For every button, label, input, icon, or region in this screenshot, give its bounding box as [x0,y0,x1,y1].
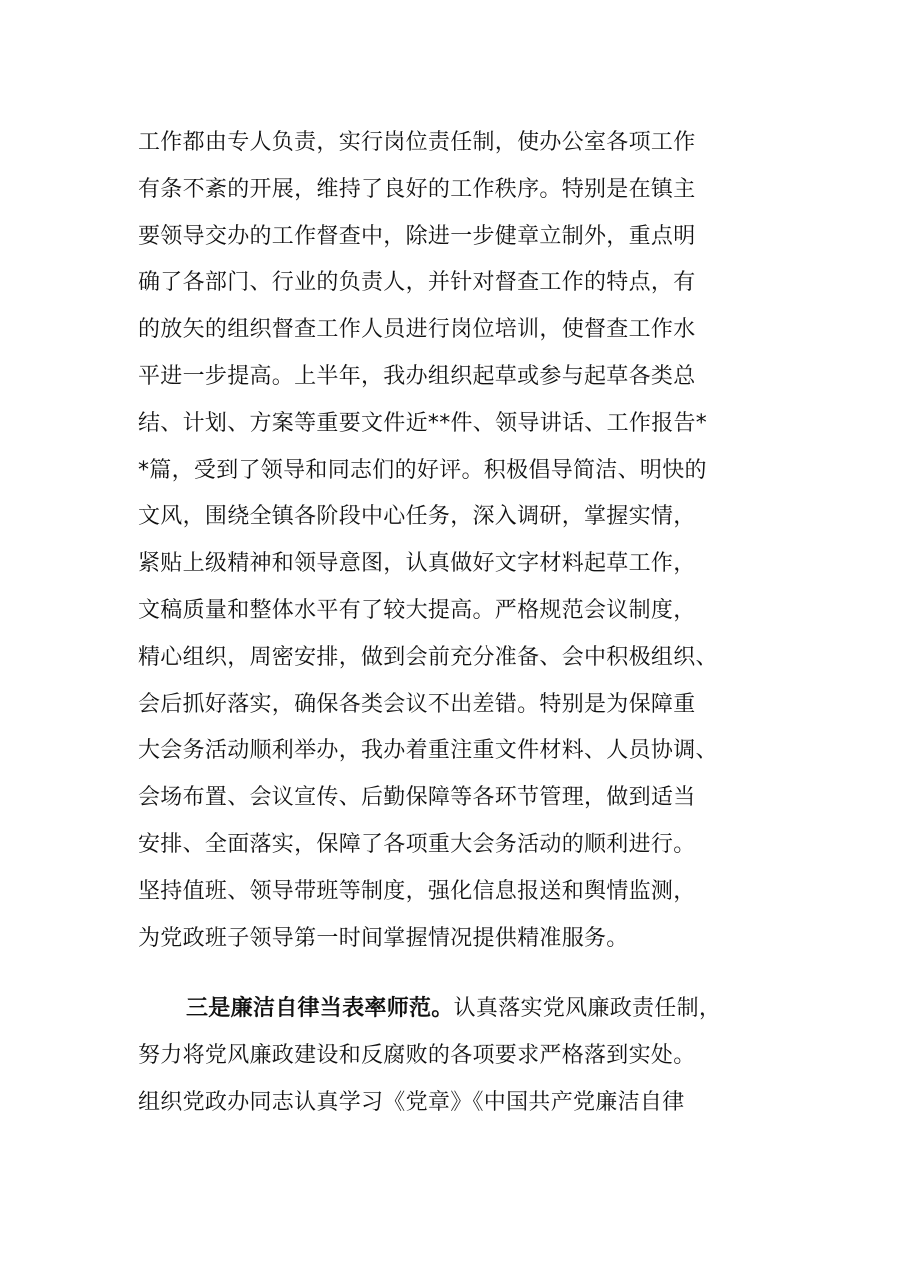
text-line: *篇，受到了领导和同志们的好评。积极倡导简洁、明快的 [138,457,707,483]
text-line: 要领导交办的工作督查中，除进一步健章立制外，重点明 [138,223,696,249]
text-line: 确了各部门、行业的负责人，并针对督查工作的特点，有 [138,270,696,296]
text-line: 的放矢的组织督查工作人员进行岗位培训，使督查工作水 [138,317,696,343]
text-line: 安排、全面落实，保障了各项重大会务活动的顺利进行。 [138,831,696,857]
text-line: 会场布置、会议宣传、后勤保障等各环节管理，做到适当 [138,785,696,811]
text-line: 努力将党风廉政建设和反腐败的各项要求严格落到实处。 [138,1042,696,1068]
text-line: 精心组织，周密安排，做到会前充分准备、会中积极组织、 [138,644,718,670]
text-line: 紧贴上级精神和领导意图，认真做好文字材料起草工作， [138,551,696,577]
text-line: 为党政班子领导第一时间掌握情况提供精准服务。 [138,925,629,951]
text-line: 大会务活动顺利举办，我办着重注重文件材料、人员协调、 [138,738,718,764]
paragraph-integrity [138,986,778,1126]
text-line: 工作都由专人负责，实行岗位责任制，使办公室各项工作 [138,130,696,155]
text-line: 结、计划、方案等重要文件近**件、领导讲话、工作报告* [138,410,708,436]
paragraph-office-work [138,120,778,962]
text-line: 组织党政办同志认真学习《党章》《中国共产党廉洁自律 [138,1089,685,1115]
text-line: 有条不紊的开展，维持了良好的工作秩序。特别是在镇主 [138,176,696,202]
text-line: 文风，围绕全镇各阶段中心任务，深入调研，掌握实情， [138,504,696,530]
text-line: 坚持值班、领导带班等制度，强化信息报送和舆情监测， [138,878,696,904]
paragraph-lead-heading: 三是廉洁自律当表率师范。 [186,996,454,1021]
text-line: 会后抓好落实，确保各类会议不出差错。特别是为保障重 [138,691,696,717]
text-line: 平进一步提高。上半年，我办组织起草或参与起草各类总 [138,363,696,389]
text-line: 文稿质量和整体水平有了较大提高。严格规范会议制度， [138,597,696,623]
paragraph-lead-rest: 认真落实党风廉政责任制， [453,996,722,1021]
text-line-first [138,986,778,1033]
